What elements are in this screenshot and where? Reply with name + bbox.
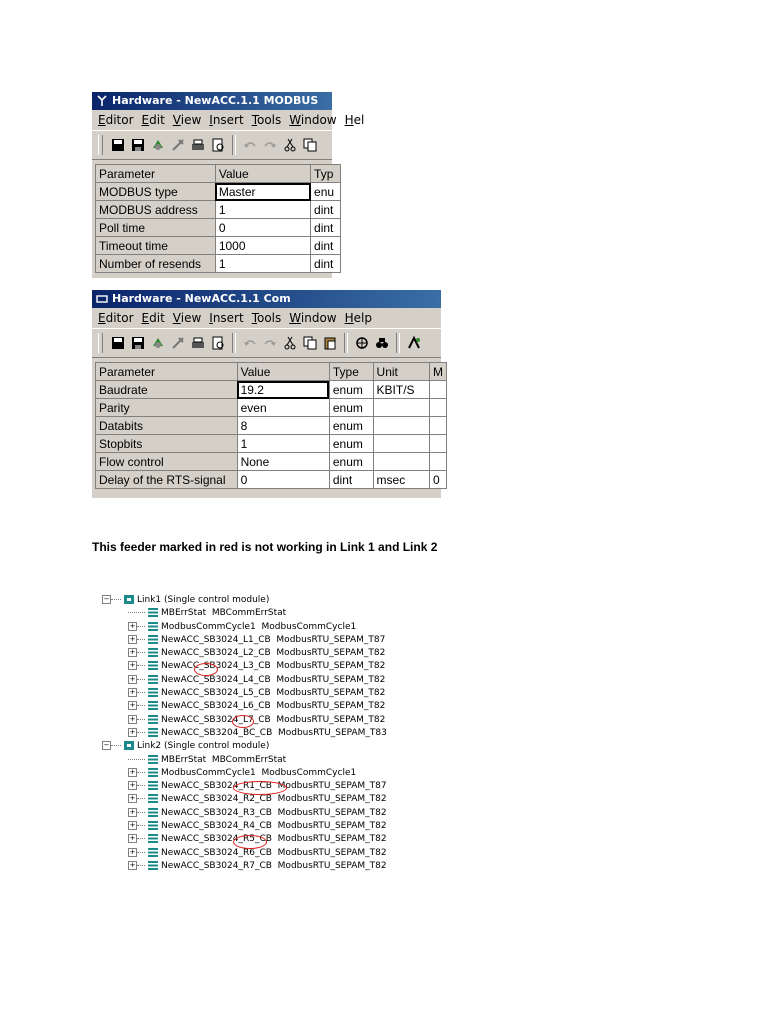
unit-cell: KBIT/S: [373, 381, 429, 399]
save-all-icon[interactable]: [129, 136, 147, 154]
function-block-icon: [148, 861, 158, 870]
value-cell[interactable]: even: [237, 399, 329, 417]
window-title-bar[interactable]: [92, 92, 332, 110]
type-cell: enum: [329, 435, 373, 453]
tree-item-type: ModbusRTU_SEPAM_T82: [276, 661, 386, 672]
tree-connector: [137, 732, 145, 733]
expand-toggle-icon[interactable]: +: [129, 727, 136, 736]
tree-connector: [128, 759, 145, 760]
menu-bar: [92, 110, 365, 130]
tree-item-name: NewACC_SB3024_R3_CB: [161, 807, 272, 818]
function-block-icon: [148, 728, 158, 737]
copy-icon[interactable]: [301, 334, 319, 352]
function-block-icon: [148, 688, 158, 697]
tree-item-type: ModbusRTU_SEPAM_T82: [276, 674, 386, 685]
control-module-icon: [124, 741, 134, 750]
print-icon[interactable]: [189, 136, 207, 154]
tree-item[interactable]: [102, 687, 386, 700]
tree-item-name: NewACC_SB3024_R7_CB: [161, 860, 272, 871]
expand-toggle-icon[interactable]: +: [129, 688, 136, 697]
tree-item-name: NewACC_SB3024_R4_CB: [161, 821, 272, 832]
expand-toggle-icon[interactable]: +: [129, 714, 136, 723]
unit-cell: msec: [373, 471, 429, 489]
table-row: [96, 201, 341, 219]
table-row: [96, 183, 341, 201]
value-cell[interactable]: 1: [237, 435, 329, 453]
tree-item-name: NewACC_SB3024_L7_CB: [161, 714, 271, 725]
tree-connector: [137, 798, 145, 799]
expand-toggle-icon[interactable]: +: [129, 794, 136, 803]
expand-toggle-icon[interactable]: +: [129, 621, 136, 630]
tree-item[interactable]: [102, 634, 386, 647]
collapse-toggle-icon[interactable]: −: [103, 595, 110, 603]
hardware-modbus-window: [92, 92, 365, 278]
tree-item-name: NewACC_SB3024_L4_CB: [161, 674, 271, 685]
modbus-parameter-table: [95, 164, 341, 273]
print-preview-icon[interactable]: [209, 334, 227, 352]
value-cell[interactable]: None: [237, 453, 329, 471]
value-cell[interactable]: Master: [215, 183, 310, 201]
m-cell: [429, 417, 446, 435]
tree-node-label: Link2 (Single control module): [137, 741, 270, 752]
tree-item-type: ModbusRTU_SEPAM_T87: [276, 634, 386, 645]
table-header-row: [96, 363, 447, 381]
tree-item-name: NewACC_SB3024_R5_CB: [161, 834, 272, 845]
menu-tools[interactable]: Tools: [251, 113, 282, 127]
copy-icon[interactable]: [301, 136, 319, 154]
function-block-icon: [148, 794, 158, 803]
table-row: [96, 471, 447, 489]
tree-item[interactable]: [102, 793, 387, 806]
parameter-cell: Timeout time: [96, 237, 216, 255]
parameter-cell: Databits: [96, 417, 238, 435]
tree-connector: [137, 852, 145, 853]
tree-connector: [137, 626, 145, 627]
tree-item-name: MBErrStat: [161, 608, 207, 619]
unit-cell: [373, 435, 429, 453]
value-cell[interactable]: 8: [237, 417, 329, 435]
tree-connector: [128, 612, 145, 613]
tree-item[interactable]: [102, 767, 378, 780]
type-cell: dint: [311, 237, 341, 255]
menu-help[interactable]: Help: [344, 311, 372, 325]
tree-connector: [137, 865, 145, 866]
cut-icon[interactable]: [281, 136, 299, 154]
tree-item[interactable]: [102, 647, 386, 660]
type-cell: dint: [311, 219, 341, 237]
expand-toggle-icon[interactable]: +: [129, 807, 136, 816]
tree-item-type: ModbusRTU_SEPAM_T83: [277, 727, 387, 738]
tree-connector: [137, 665, 145, 666]
network-icon[interactable]: [353, 334, 371, 352]
function-block-icon: [148, 661, 158, 670]
tree-item[interactable]: [102, 660, 386, 673]
tree-connector: [137, 679, 145, 680]
tree-connector: [137, 772, 145, 773]
link2-children: [102, 754, 387, 874]
tree-item-type: ModbusRTU_SEPAM_T82: [276, 714, 386, 725]
window-title-bar[interactable]: [92, 290, 441, 308]
compile-icon[interactable]: [149, 334, 167, 352]
type-cell: enum: [329, 381, 373, 399]
function-block-icon: [148, 608, 158, 617]
tree-item-type: ModbusRTU_SEPAM_T82: [277, 794, 387, 805]
expand-toggle-icon[interactable]: +: [129, 821, 136, 830]
table-row: [96, 381, 447, 399]
table-row: [96, 399, 447, 417]
window-title: Hardware - NewACC.1.1 MODBUS: [112, 94, 319, 107]
function-block-icon: [148, 622, 158, 631]
expand-toggle-icon[interactable]: +: [129, 847, 136, 856]
tree-item-type: ModbusRTU_SEPAM_T82: [277, 807, 387, 818]
undo-icon[interactable]: [241, 136, 259, 154]
tree-item-name: NewACC_SB3024_R2_CB: [161, 794, 272, 805]
tree-item-name: ModbusCommCycle1: [161, 621, 256, 632]
tree-item[interactable]: [102, 674, 386, 687]
find-icon[interactable]: [373, 334, 391, 352]
parameter-cell: MODBUS type: [96, 183, 216, 201]
tree-connector: [137, 705, 145, 706]
expand-toggle-icon[interactable]: +: [129, 781, 136, 790]
column-header-parameter[interactable]: Parameter: [96, 165, 216, 183]
tree-item-type: ModbusRTU_SEPAM_T82: [277, 860, 387, 871]
tree-item-type: ModbusCommCycle1: [261, 767, 357, 778]
tree-item-name: NewACC_SB3024_L6_CB: [161, 701, 271, 712]
tree-item-type: ModbusRTU_SEPAM_T82: [277, 821, 387, 832]
table-row: [96, 255, 341, 273]
project-tree: [102, 594, 387, 876]
tree-item-type: ModbusRTU_SEPAM_T82: [276, 688, 386, 699]
tree-item-type: MBCommErrStat: [211, 608, 287, 619]
menu-edit[interactable]: Edit: [141, 311, 165, 325]
window-title: Hardware - NewACC.1.1 Com: [112, 292, 291, 305]
expand-toggle-icon[interactable]: +: [129, 701, 136, 710]
function-block-icon: [148, 648, 158, 657]
tree-item-type: ModbusRTU_SEPAM_T82: [276, 648, 386, 659]
function-block-icon: [148, 781, 158, 790]
toolbar-separator: [232, 135, 236, 155]
cut-icon[interactable]: [281, 334, 299, 352]
function-block-icon: [148, 715, 158, 724]
tree-item[interactable]: [102, 607, 378, 620]
value-cell[interactable]: 1: [215, 255, 310, 273]
tree-item-type: ModbusRTU_SEPAM_T82: [277, 847, 387, 858]
tree-item-name: NewACC_SB3024_R1_CB: [161, 781, 272, 792]
function-block-icon: [148, 701, 158, 710]
tree-item-type: ModbusRTU_SEPAM_T87: [277, 781, 387, 792]
type-cell: enum: [329, 399, 373, 417]
feeder-note: This feeder marked in red is not working in Link 1 and Link 2: [92, 540, 438, 554]
redo-icon[interactable]: [261, 334, 279, 352]
function-block-icon: [148, 848, 158, 857]
type-cell: dint: [329, 471, 373, 489]
paste-icon[interactable]: [321, 334, 339, 352]
value-cell[interactable]: 19.2: [237, 381, 329, 399]
table-row: [96, 237, 341, 255]
unit-cell: [373, 399, 429, 417]
expand-toggle-icon[interactable]: +: [129, 767, 136, 776]
tool-icon[interactable]: [169, 136, 187, 154]
menu-insert[interactable]: Insert: [209, 311, 244, 325]
tree-node-link2[interactable]: [102, 740, 378, 753]
expand-toggle-icon[interactable]: +: [129, 860, 136, 869]
menu-help[interactable]: Hel: [344, 113, 365, 127]
save-icon[interactable]: [109, 136, 127, 154]
column-header-m[interactable]: M: [429, 363, 446, 381]
tree-connector: [137, 652, 145, 653]
unit-cell: [373, 417, 429, 435]
tree-item[interactable]: [102, 727, 387, 740]
hardware-com-window: [92, 290, 441, 498]
parameter-cell: Stopbits: [96, 435, 238, 453]
unit-cell: [373, 453, 429, 471]
tree-connector: [137, 838, 145, 839]
save-all-icon[interactable]: [129, 334, 147, 352]
tree-item-name: NewACC_SB3204_BC_CB: [161, 727, 273, 738]
tree-item-type: ModbusRTU_SEPAM_T82: [276, 701, 386, 712]
m-cell: [429, 399, 446, 417]
menu-bar: [92, 308, 441, 328]
toolbar-separator: [232, 333, 236, 353]
compile-icon[interactable]: [149, 136, 167, 154]
function-block-icon: [148, 768, 158, 777]
tree-item[interactable]: [102, 807, 387, 820]
tree-item-name: NewACC_SB3024_L1_CB: [161, 634, 271, 645]
tree-item-name: ModbusCommCycle1: [161, 767, 256, 778]
toolbar-grip[interactable]: [98, 333, 103, 353]
parameter-cell: Baudrate: [96, 381, 238, 399]
menu-editor[interactable]: Editor: [98, 311, 134, 325]
tree-item[interactable]: [102, 860, 387, 873]
parameter-cell: Flow control: [96, 453, 238, 471]
m-cell: [429, 453, 446, 471]
column-header-type[interactable]: Typ: [311, 165, 341, 183]
menu-tools[interactable]: Tools: [251, 311, 282, 325]
table-row: [96, 219, 341, 237]
toolbar-grip[interactable]: [98, 135, 103, 155]
menu-edit[interactable]: Edit: [141, 113, 165, 127]
column-header-type[interactable]: Type: [329, 363, 373, 381]
tree-connector: [137, 825, 145, 826]
collapse-toggle-icon[interactable]: −: [103, 741, 110, 750]
function-block-icon: [148, 755, 158, 764]
parameter-cell: MODBUS address: [96, 201, 216, 219]
tree-item-name: NewACC_SB3024_R6_CB: [161, 847, 272, 858]
value-cell[interactable]: 1: [215, 201, 310, 219]
toolbar-separator: [396, 333, 400, 353]
tree-node-label: Link1 (Single control module): [137, 595, 270, 605]
print-icon[interactable]: [189, 334, 207, 352]
expand-toggle-icon[interactable]: +: [129, 674, 136, 683]
red-marker-l7: [232, 715, 254, 728]
print-preview-icon[interactable]: [209, 136, 227, 154]
red-marker-l3: [194, 663, 218, 676]
value-cell[interactable]: 0: [237, 471, 329, 489]
expand-toggle-icon[interactable]: +: [129, 834, 136, 843]
table-row: [96, 417, 447, 435]
tree-connector: [137, 785, 145, 786]
parameter-cell: Parity: [96, 399, 238, 417]
menu-window[interactable]: Window: [289, 311, 337, 325]
expand-toggle-icon[interactable]: +: [129, 661, 136, 670]
tree-item-name: MBErrStat: [161, 754, 207, 765]
menu-editor[interactable]: Editor: [98, 113, 134, 127]
tree-item[interactable]: [102, 754, 378, 767]
toolbar: [92, 328, 441, 358]
column-header-parameter[interactable]: Parameter: [96, 363, 238, 381]
tree-item[interactable]: [102, 700, 386, 713]
tree-connector: [137, 639, 145, 640]
red-marker-r1: [233, 781, 287, 795]
hardware-icon: [96, 95, 108, 107]
function-block-icon: [148, 834, 158, 843]
expand-toggle-icon[interactable]: +: [129, 634, 136, 643]
tree-item[interactable]: [102, 621, 378, 634]
toolbar: [92, 130, 332, 160]
debug-icon[interactable]: [405, 334, 423, 352]
tool-icon[interactable]: [169, 334, 187, 352]
tree-connector: [137, 719, 145, 720]
parameter-cell: Delay of the RTS-signal: [96, 471, 238, 489]
toolbar-separator: [344, 333, 348, 353]
table-row: [96, 453, 447, 471]
m-cell: [429, 435, 446, 453]
type-cell: dint: [311, 255, 341, 273]
value-cell[interactable]: 1000: [215, 237, 310, 255]
tree-item-name: NewACC_SB3024_L3_CB: [161, 661, 271, 672]
tree-item-name: NewACC_SB3024_L2_CB: [161, 648, 271, 659]
menu-view[interactable]: View: [172, 311, 202, 325]
value-cell[interactable]: 0: [215, 219, 310, 237]
table-row: [96, 435, 447, 453]
tree-item-type: ModbusCommCycle1: [261, 621, 357, 632]
tree-item[interactable]: [102, 847, 387, 860]
tree-item-type: MBCommErrStat: [211, 754, 287, 765]
column-header-unit[interactable]: Unit: [373, 363, 429, 381]
function-block-icon: [148, 635, 158, 644]
redo-icon[interactable]: [261, 136, 279, 154]
type-cell: enum: [329, 417, 373, 435]
menu-window[interactable]: Window: [289, 113, 337, 127]
m-cell: [429, 381, 446, 399]
tree-item-name: NewACC_SB3024_L5_CB: [161, 688, 271, 699]
function-block-icon: [148, 821, 158, 830]
parameter-cell: Poll time: [96, 219, 216, 237]
com-port-icon: [96, 293, 108, 305]
red-marker-r5: [233, 835, 267, 849]
function-block-icon: [148, 675, 158, 684]
undo-icon[interactable]: [241, 334, 259, 352]
parameter-cell: Number of resends: [96, 255, 216, 273]
save-icon[interactable]: [109, 334, 127, 352]
column-header-value[interactable]: Value: [215, 165, 310, 183]
expand-toggle-icon[interactable]: +: [129, 648, 136, 657]
table-header-row: [96, 165, 341, 183]
tree-connector: [137, 812, 145, 813]
com-parameter-table: [95, 362, 447, 489]
m-cell: 0: [429, 471, 446, 489]
tree-item[interactable]: [102, 820, 387, 833]
type-cell: dint: [311, 201, 341, 219]
menu-view[interactable]: View: [172, 113, 202, 127]
menu-insert[interactable]: Insert: [209, 113, 244, 127]
tree-node-link1[interactable]: [102, 594, 378, 607]
tree-item-type: ModbusRTU_SEPAM_T82: [277, 834, 387, 845]
function-block-icon: [148, 808, 158, 817]
type-cell: enu: [311, 183, 341, 201]
tree-connector: [137, 692, 145, 693]
column-header-value[interactable]: Value: [237, 363, 329, 381]
type-cell: enum: [329, 453, 373, 471]
control-module-icon: [124, 595, 134, 604]
